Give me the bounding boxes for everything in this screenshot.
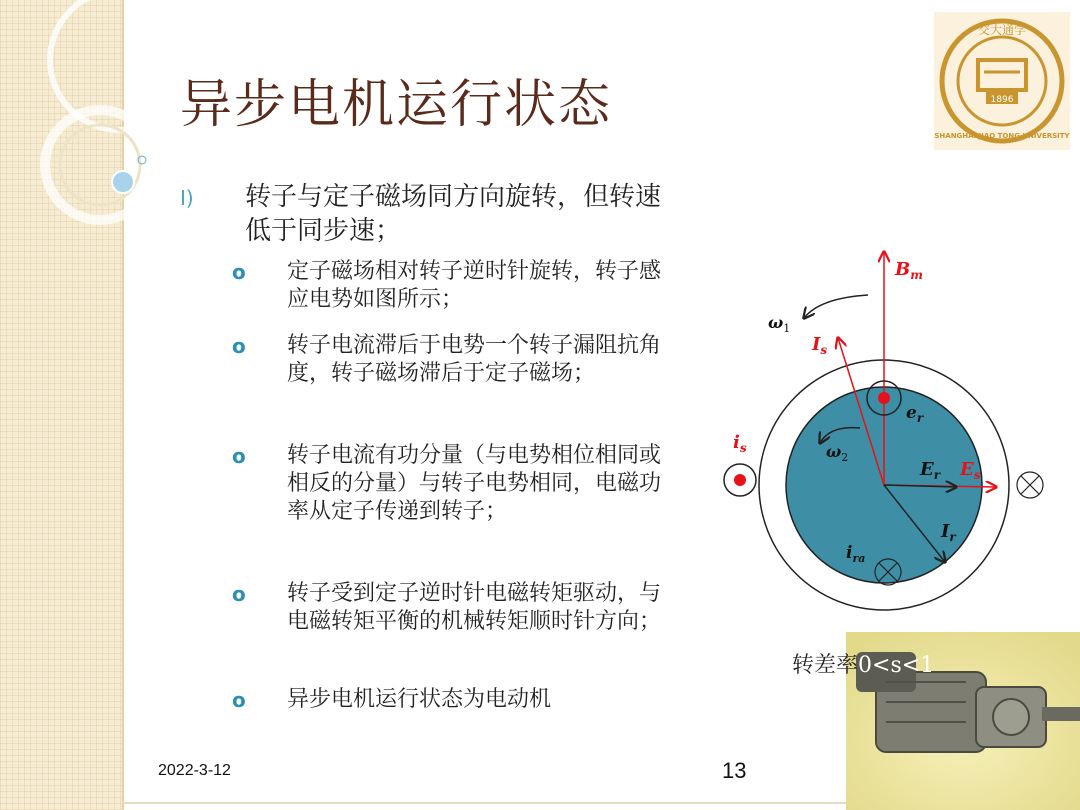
label-es: $E_s$ <box>960 459 981 482</box>
bullet-marker: o <box>232 260 246 284</box>
logo-ring-text: SHANGHAI JIAO TONG UNIVERSITY <box>934 132 1070 140</box>
bullet-text: 转子电流有功分量（与电势相位相同或相反的分量）与转子电势相同，电磁功率从定子传递到转子； <box>287 443 662 524</box>
university-logo <box>934 12 1070 150</box>
level1-marker: I) <box>180 186 194 210</box>
logo-year: 1896 <box>990 95 1014 105</box>
bullet-marker: o <box>232 688 246 712</box>
bullet-text: 转子受到定子逆时针电磁转矩驱动，与电磁转矩平衡的机械转矩顺时针方向； <box>287 581 662 634</box>
label-ir: $I_r$ <box>941 521 956 544</box>
slide-title: 异步电机运行状态 <box>180 75 613 135</box>
slip-range: 0<s<1 <box>858 653 935 678</box>
decorative-circles <box>0 0 160 260</box>
slip-text <box>792 648 934 679</box>
label-ira: $i_{ra}$ <box>846 543 866 565</box>
label-is-lower: $i_s$ <box>733 432 747 455</box>
bullet-text: 异步电机运行状态为电动机 <box>287 687 552 712</box>
bullet-text: 定子磁场相对转子逆时针旋转，转子感应电势如图所示； <box>287 259 662 312</box>
bullet-marker: o <box>232 582 246 606</box>
omega1-arrow <box>804 295 868 318</box>
bullet-marker: o <box>232 334 246 358</box>
level1-text: 转子与定子磁场同方向旋转，但转速低于同步速； <box>245 182 662 246</box>
slide-date: 2022-3-12 <box>158 762 231 779</box>
label-is-upper: $I_s$ <box>812 334 828 357</box>
bullet-text: 转子电流滞后于电势一个转子漏阻抗角度，转子磁场滞后于定子磁场； <box>287 333 662 386</box>
motor-diagram <box>700 240 1070 660</box>
label-omega1: $\omega_1$ <box>768 313 791 335</box>
label-er-upper: $E_r$ <box>920 459 941 482</box>
label-bm: $B_m$ <box>895 259 923 282</box>
label-er: $e_r$ <box>906 403 924 425</box>
logo-top-text: 交大通学 <box>977 23 1027 37</box>
label-omega2: $\omega_2$ <box>826 442 849 464</box>
slip-prefix: 转差率 <box>792 653 859 678</box>
page-number: 13 <box>722 758 747 783</box>
bullet-marker: o <box>232 444 246 468</box>
